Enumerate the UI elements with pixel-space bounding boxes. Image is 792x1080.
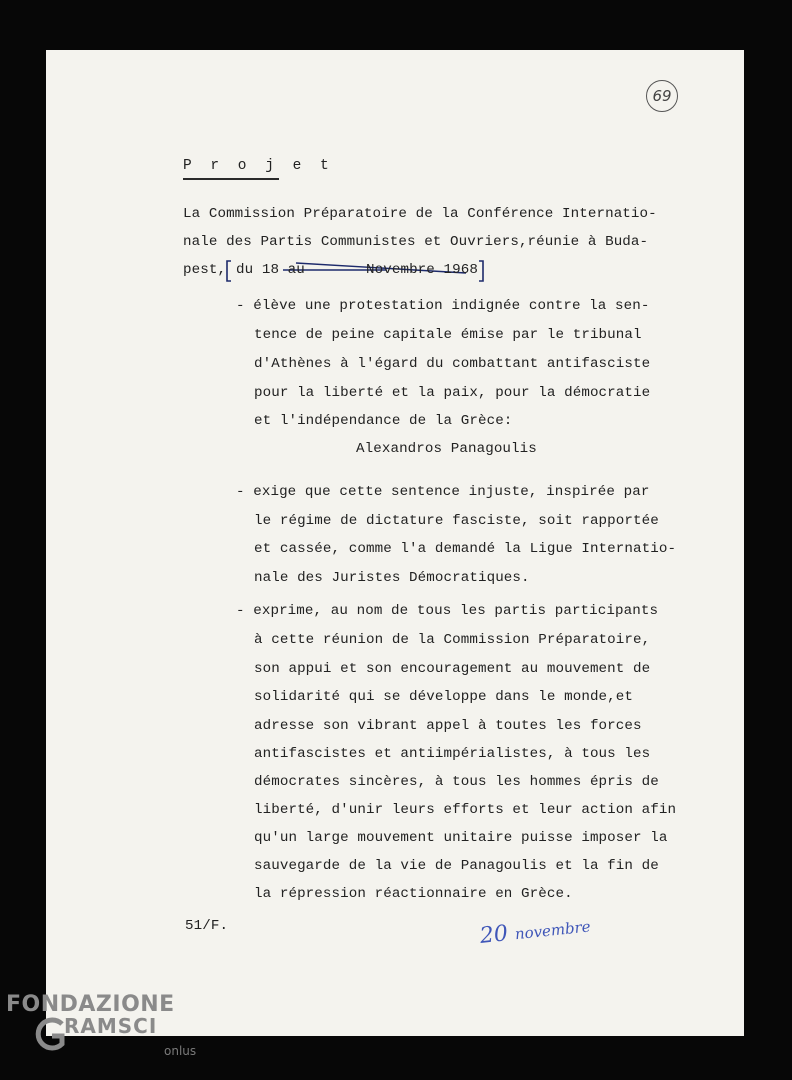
watermark-line2: RAMSCI [64,1014,158,1038]
paragraph-line: adresse son vibrant appel à toutes les forces [254,718,642,734]
paragraph-line: - exige que cette sentence injuste, inspirée par [236,484,650,500]
paragraph-line: - élève une protestation indignée contre la sen- [236,298,650,314]
watermark-line3: onlus [164,1044,197,1058]
struck-text: du 18 au [236,262,305,278]
page-number: 69 [646,80,678,112]
paragraph-line: son appui et son encouragement au mouvement de [254,661,651,677]
handwritten-day: 20 [478,921,510,949]
paragraph-line: la répression réactionnaire en Grèce. [254,886,573,902]
struck-text: Novembre 1968 [366,262,478,278]
handwritten-month: novembre [514,917,592,944]
paragraph-line: antifascistes et antiimpérialistes, à tous les [254,746,651,762]
paragraph-line: qu'un large mouvement unitaire puisse imposer la [254,830,668,846]
paragraph-line: pest, [183,262,227,278]
paragraph-line: tence de peine capitale émise par le tribunal [254,327,642,343]
document-page [46,50,744,1036]
paragraph-line: le régime de dictature fasciste, soit rapportée [254,513,659,529]
paragraph-line: - exprime, au nom de tous les partis participants [236,603,659,619]
paragraph-line: La Commission Préparatoire de la Conférence Internatio- [183,206,657,222]
watermark-line1: FONDAZIONE [6,992,175,1017]
document-title: P r o j e t [183,158,334,174]
handwritten-date-note [479,912,592,948]
paragraph-line: sauvegarde de la vie de Panagoulis et la fin de [254,858,659,874]
title-underline [183,178,279,180]
reference-code: 51/F. [185,918,229,934]
person-name: Alexandros Panagoulis [356,441,537,457]
paragraph-line: nale des Partis Communistes et Ouvriers,réunie à Buda- [183,234,649,250]
paragraph-line: solidarité qui se développe dans le monde,et [254,689,634,705]
paragraph-line: nale des Juristes Démocratiques. [254,570,530,586]
paragraph-line: et l'indépendance de la Grèce: [254,413,513,429]
paragraph-line: démocrates sincères, à tous les hommes épris de [254,774,659,790]
paragraph-line: et cassée, comme l'a demandé la Ligue Internatio- [254,541,677,557]
gramsci-g-logo-icon [32,1014,66,1054]
paragraph-line: à cette réunion de la Commission Préparatoire, [254,632,651,648]
paragraph-line: liberté, d'unir leurs efforts et leur action afin [254,802,677,818]
fondazione-gramsci-watermark [6,992,206,1068]
paragraph-line: d'Athènes à l'égard du combattant antifasciste [254,356,651,372]
paragraph-line: pour la liberté et la paix, pour la démocratie [254,385,651,401]
